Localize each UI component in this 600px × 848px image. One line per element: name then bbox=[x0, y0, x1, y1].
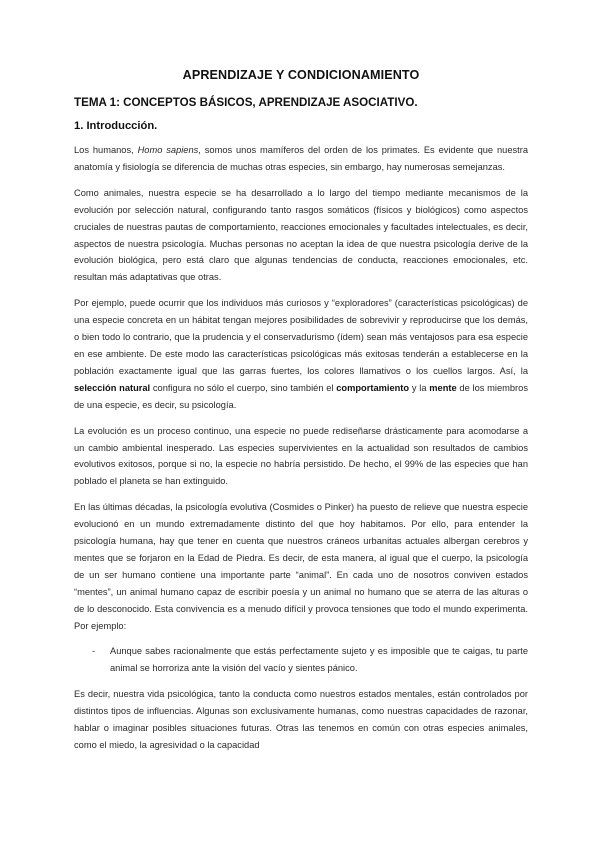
species-name: Homo sapiens bbox=[137, 145, 199, 155]
document-title: APRENDIZAJE Y CONDICIONAMIENTO bbox=[182, 68, 420, 82]
term-behaviour: comportamiento bbox=[336, 382, 410, 393]
paragraph-4: La evolución es un proceso continuo, una especie no puede rediseñarse drásticamente para acomodarse a un cambio ambiental inesperado. Las especies supervivientes en la actualidad son resultados de cambios evolutivos exitosos, porque si no, la especie no habría persistido. De hecho, el 99% de las especies que han poblado el planeta se han extinguido. bbox=[74, 425, 528, 487]
section-heading: 1. Introducción. bbox=[74, 120, 158, 132]
term-mind: mente bbox=[429, 382, 457, 393]
paragraph-5: En las últimas décadas, la psicología evolutiva (Cosmides o Pinker) ha puesto de relieve que nuestra especie evolucionó en un mundo extremadamente distinto del que hoy habitamos. Por ello, para entender la psicología humana, hay que tener en cuenta que nuestros cráneos urbanitas actuales albergan cerebros y mentes que se forjaron en la Edad de Piedra. Es decir, de esta manera, al igual que el cuerpo, la psicología de un ser humano contiene una importante parte “animal”. En cada uno de nosotros conviven estados “mentes”, un animal humano capaz de escribir poesía y un animal no humano que se aterra de las alturas o de lo desconocido. Esta convivencia es a menudo difícil y provoca tensiones que todo el mundo experimenta. Por ejemplo: bbox=[74, 502, 528, 631]
paragraph-6: Es decir, nuestra vida psicológica, tanto la conducta como nuestros estados mentales, están controlados por distintos tipos de influencias. Algunas son exclusivamente humanas, como nuestras capacidades de razonar, hablar o imaginar posibles situaciones futuras. Otras las tenemos en común con otras especies animales, como el miedo, la agresividad o la capacidad bbox=[74, 689, 528, 750]
term-natural-selection: selección natural bbox=[74, 382, 151, 393]
list-item: - Aunque sabes racionalmente que estás perfectamente sujeto y es imposible que te caigas, tu parte animal se horroriza ante la visión del vacío y sientes pánico. bbox=[74, 643, 528, 677]
paragraph-3: Por ejemplo, puede ocurrir que los individuos más curiosos y “exploradores” (características psicológicas) de una especie concreta en un hábitat tengan mejores posibilidades de sobrevivir y reproducirse que los demás, o bien todo lo contrario, que la prudencia y el conservadurismo (ídem) sean más ventajosos para esa especie en ese ambiente. De este modo las características psicológicas más exitosas tenderán a establecerse en la población exactamente igual que las garras fuertes, los colores llamativos o los cuellos largos. Así, la selección natural configura no sólo el cuerpo, sino también el comportamiento y la mente de los miembros de una especie, es decir, su psicología. bbox=[74, 298, 528, 410]
paragraph-2: Como animales, nuestra especie se ha desarrollado a lo largo del tiempo mediante mecanismos de la evolución por selección natural, configurando tanto rasgos somáticos (físicos y biológicos) como aspectos cruciales de nuestras pautas de comportamiento, reacciones emocionales y facultades intelectuales, es decir, aspectos de nuestra psicología. Muchas personas no aceptan la idea de que nuestra psicología derive de la evolución biológica, pero está claro que algunas tendencias de conducta, reacciones emocionales, etc. resultan más adaptativas que otras. bbox=[74, 187, 528, 283]
example-list bbox=[74, 643, 528, 677]
dash-bullet: - bbox=[92, 646, 96, 657]
page-content bbox=[74, 68, 528, 763]
topic-heading: TEMA 1: CONCEPTOS BÁSICOS, APRENDIZAJE ASOCIATIVO. bbox=[74, 96, 418, 109]
paragraph-1: Los humanos, Homo sapiens, somos unos mamíferos del orden de los primates. Es evidente que nuestra anatomía y fisiología se diferencia de muchas otras especies, sin embargo, hay numerosas semejanzas. bbox=[74, 145, 528, 172]
